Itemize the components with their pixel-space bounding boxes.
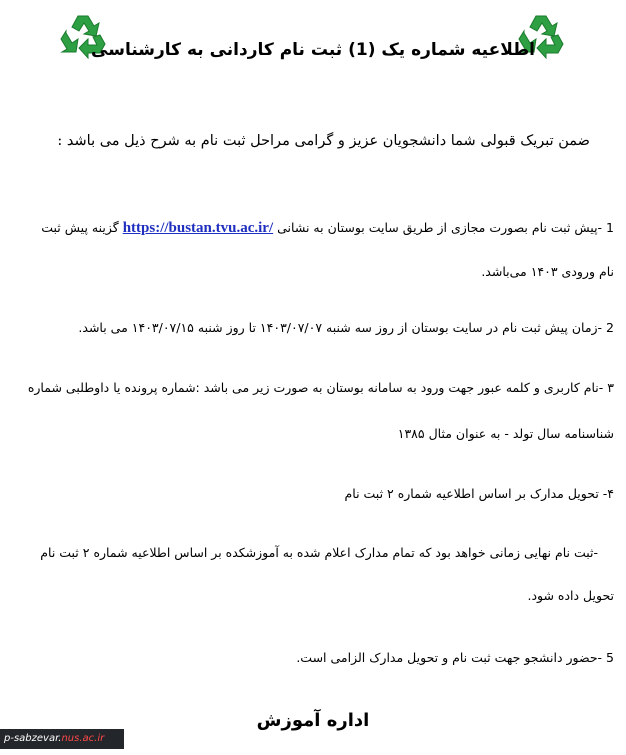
item-3-line-1: ۳ -نام کاربری و کلمه عبور جهت ورود به سامانه بوستان به صورت زیر می باشد :شماره پرونده یا داوطلبی شماره — [27, 380, 614, 395]
intro-paragraph: ضمن تبریک قبولی شما دانشجویان عزیز و گرامی مراحل ثبت نام به شرح ذیل می باشد : — [57, 133, 590, 149]
note-line-1: -ثبت نام نهایی زمانی خواهد بود که تمام مدارک اعلام شده به آموزشکده بر اساس اطلاعیه شماره ۲ ثبت نام — [40, 545, 598, 560]
item-1-text-after: گزینه پیش ثبت — [41, 220, 119, 235]
item-3-line-2: شناسنامه سال تولد - به عنوان مثال ۱۳۸۵ — [397, 426, 614, 441]
item-1-text-before: 1 -پیش ثبت نام بصورت مجازی از طریق سایت بوستان به نشانی — [277, 220, 614, 235]
footer-prefix: p-sabzevar. — [4, 733, 62, 744]
note-line-2: تحویل داده شود. — [527, 588, 614, 603]
item-4: ۴- تحویل مدارک بر اساس اطلاعیه شماره ۲ ثبت نام — [344, 486, 614, 501]
signature: اداره آموزش — [256, 710, 370, 731]
footer-highlight: nus.ac.ir — [61, 733, 105, 744]
item-5: 5 -حضور دانشجو جهت ثبت نام و تحویل مدارک الزامی است. — [296, 650, 614, 665]
bustan-link[interactable]: https://bustan.tvu.ac.ir/ — [122, 220, 274, 236]
footer-watermark — [0, 729, 124, 749]
page-title: اطلاعیه شماره یک (1) ثبت نام کاردانی به کارشناسی — [91, 40, 535, 60]
item-1-line-2: نام ورودی ۱۴۰۳ می‌باشد. — [481, 264, 614, 279]
item-2: 2 -زمان پیش ثبت نام در سایت بوستان از روز سه شنبه ۱۴۰۳/۰۷/۰۷ تا روز شنبه ۱۴۰۳/۰۷/۱۵ می باشد. — [78, 320, 614, 335]
item-1-line-1 — [12, 218, 614, 238]
